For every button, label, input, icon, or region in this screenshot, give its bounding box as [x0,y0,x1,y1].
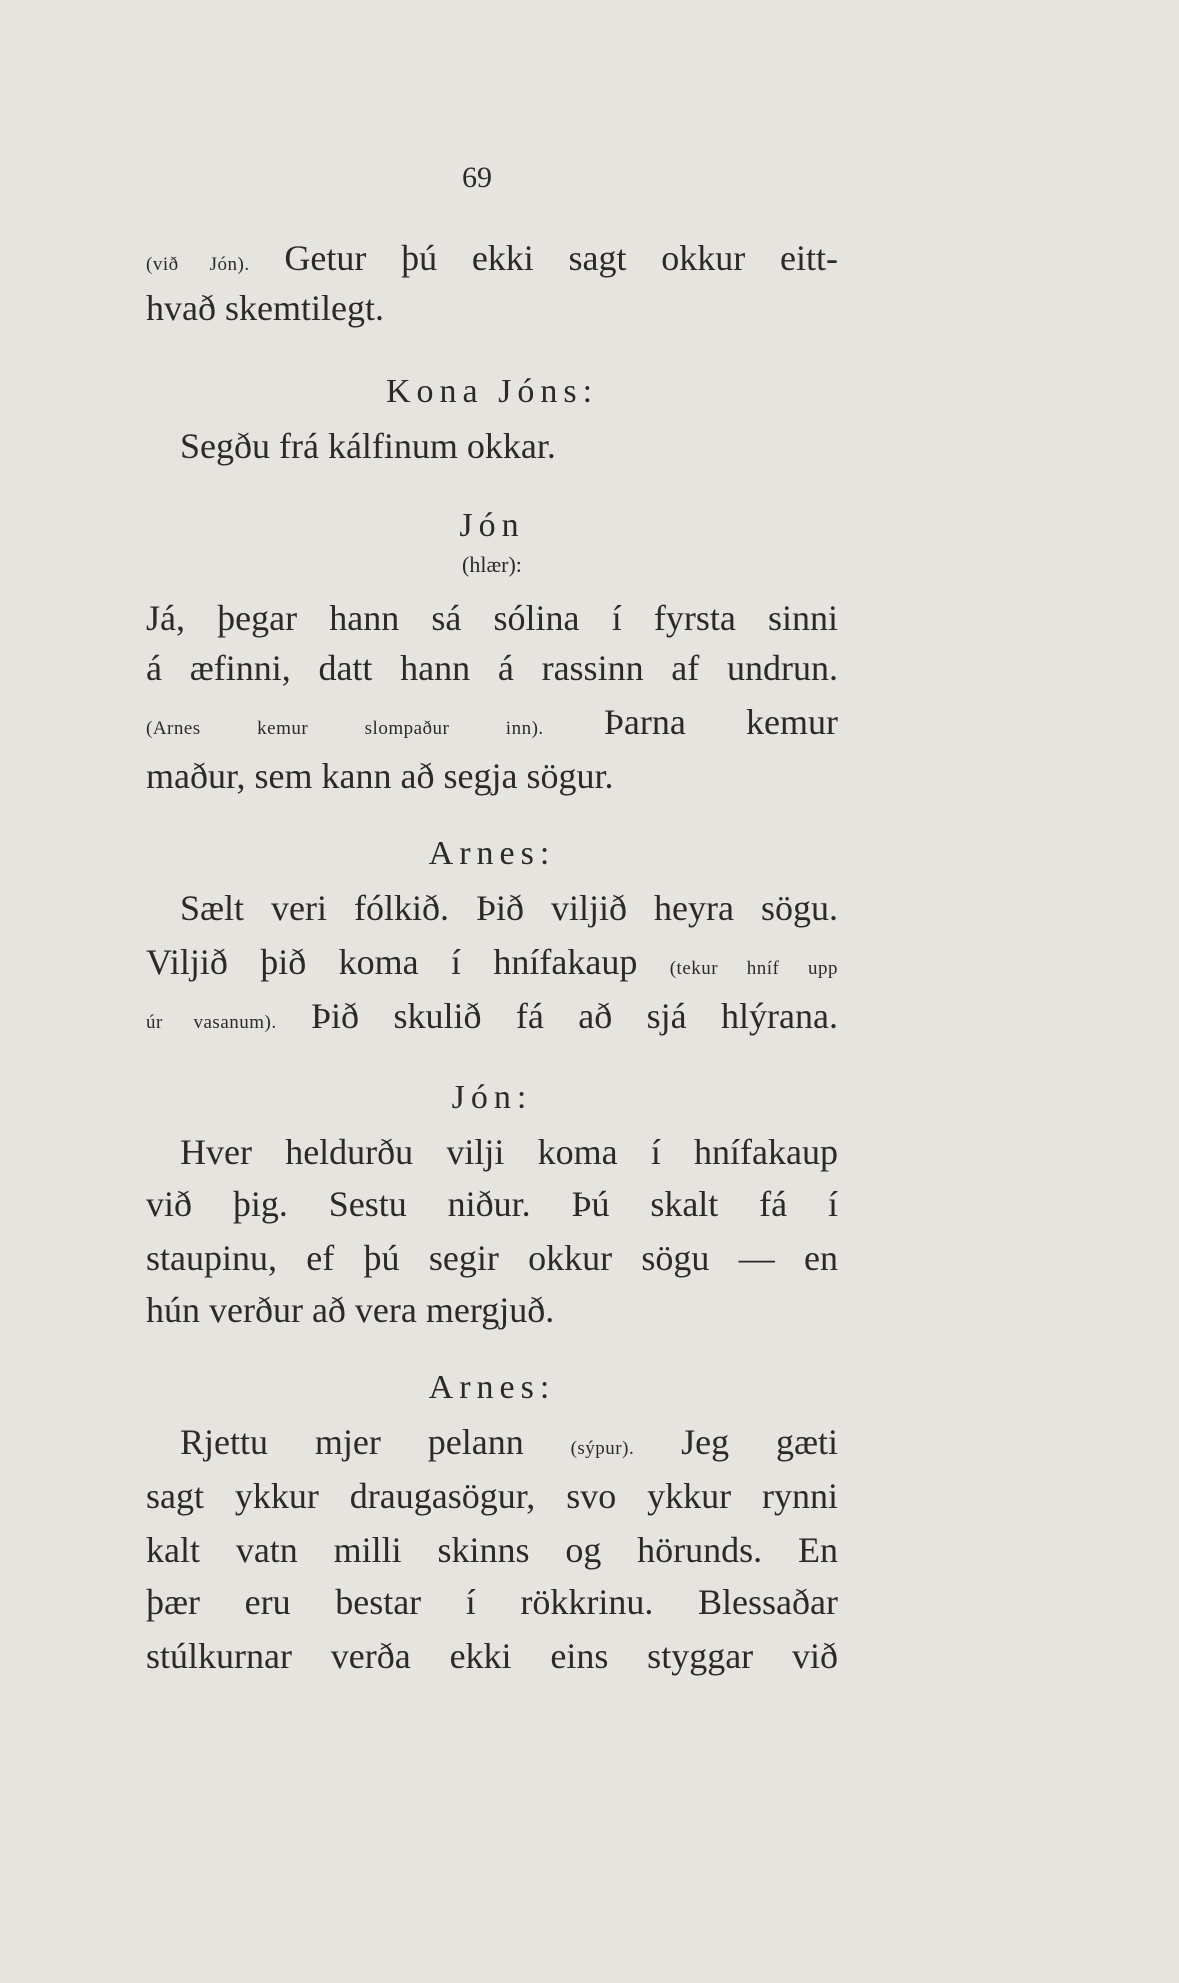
text-line [146,236,838,287]
text-line: Hver heldurðu vilji koma í hnífakaup [180,1132,838,1172]
text-line: þær eru bestar í rökkrinu. Blessaðar [146,1582,838,1622]
dialogue-text: Þið skulið fá að sjá hlýrana. [276,996,838,1036]
speaker-name: Jón [459,507,525,544]
text-line: hvað skemtilegt. [146,288,384,328]
text-line: staupinu, ef þú segir okkur sögu — en [146,1238,838,1278]
text-line: Já, þegar hann sá sólina í fyrsta sinni [146,598,838,638]
dialogue-text: Rjettu mjer pelann [180,1422,571,1462]
page-number: 69 [462,161,492,194]
stage-direction: (hlær): [462,552,522,577]
text-line: stúlkurnar verða ekki eins styggar við [146,1636,838,1676]
stage-direction: úr vasanum). [146,1012,277,1033]
text-line: sagt ykkur draugasögur, svo ykkur rynni [146,1476,838,1516]
dialogue-text: Viljið þið koma í hnífakaup [146,942,670,982]
text-line [180,1420,838,1471]
text-line [146,700,838,751]
text-line [146,994,838,1045]
speaker-name: Arnes: [428,1369,556,1406]
text-line: hún verður að vera mergjuð. [146,1290,555,1330]
text-line: við þig. Sestu niður. Þú skalt fá í [146,1184,838,1224]
text-line: maður, sem kann að segja sögur. [146,756,614,796]
dialogue-text: Getur þú ekki sagt okkur eitt- [249,238,839,278]
stage-direction: (sýpur). [570,1438,635,1459]
speaker-name: Kona Jóns: [385,373,599,410]
text-line: kalt vatn milli skinns og hörunds. En [146,1530,838,1570]
speaker-name: Arnes: [428,835,556,872]
text-line [146,940,838,991]
stage-direction: (við Jón). [146,254,250,275]
speaker-name: Jón: [451,1079,533,1116]
text-line: á æfinni, datt hann á rassinn af undrun. [146,648,838,688]
dialogue-text: Þarna kemur [543,702,839,742]
stage-direction: (tekur hníf upp [669,958,838,979]
text-line: Sælt veri fólkið. Þið viljið heyra sögu. [180,888,838,928]
dialogue-text: Jeg gæti [634,1422,838,1462]
text-line: Segðu frá kálfinum okkar. [180,426,556,466]
stage-direction: (Arnes kemur slompaður inn). [146,718,544,739]
